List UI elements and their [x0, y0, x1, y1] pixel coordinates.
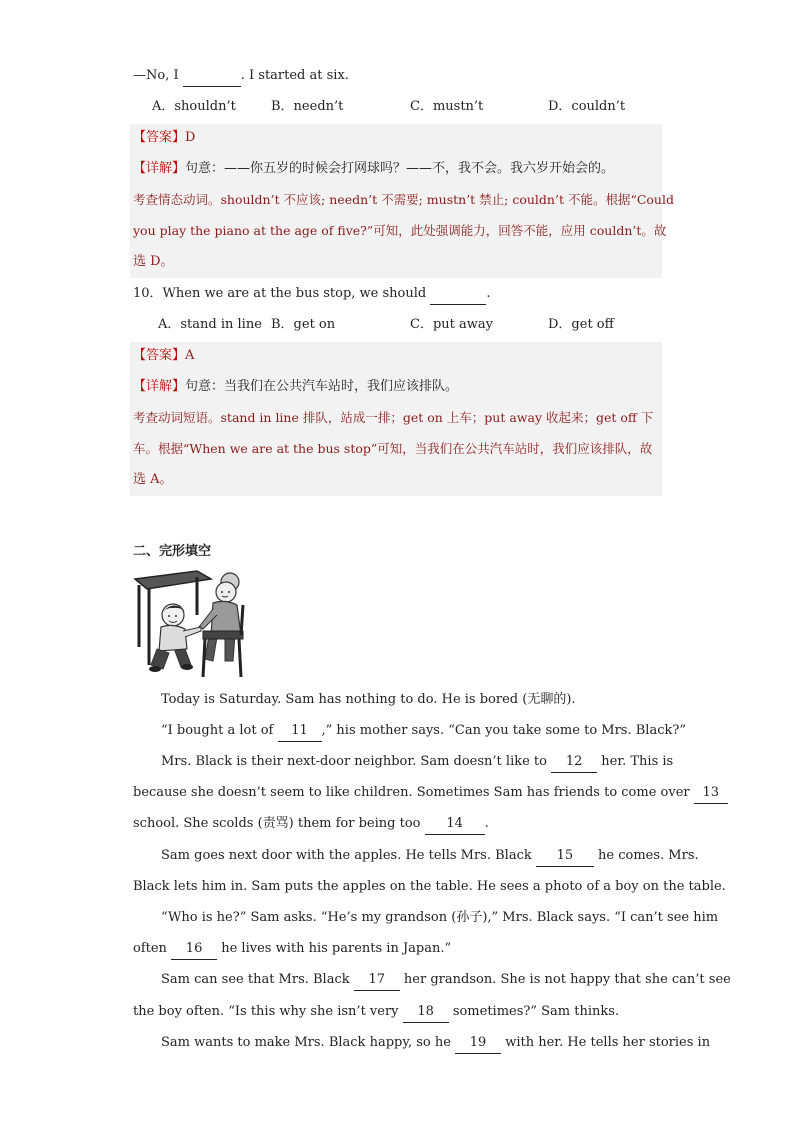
q9-detail-line-4: 选 D。 — [133, 254, 174, 269]
q10-option-d: D．get off — [548, 317, 614, 332]
passage-p6a — [161, 970, 731, 991]
passage-text: Sam wants to make Mrs. Black happy, so he — [161, 1035, 451, 1050]
q10-option-b: B．get on — [271, 317, 336, 332]
passage-text: “Who is he?” Sam asks. “He’s my grandson ( — [161, 910, 457, 925]
q10-detail-line-1 — [133, 377, 458, 397]
passage-text: her. This is — [601, 754, 674, 769]
q10-stem — [133, 284, 491, 305]
passage-p5a — [161, 908, 718, 928]
q9-detail-text-1: 句意：——你五岁的时候会打网球吗？——不，我不会。我六岁开始会的。 — [185, 161, 615, 176]
passage-text: ). — [566, 692, 576, 707]
passage-text: school. She scolds ( — [133, 816, 263, 831]
detail-tag: 【详解】 — [133, 161, 186, 176]
q9-blank — [183, 66, 241, 87]
passage-text: Sam goes next door with the apples. He tells Mrs. Black — [161, 848, 532, 863]
passage-p3a — [161, 752, 673, 773]
blank-14: 14 — [425, 814, 485, 835]
blank-12: 12 — [551, 752, 597, 773]
passage-text: he comes. Mrs. — [598, 848, 699, 863]
passage-p4b — [133, 877, 726, 897]
passage-text: he lives with his parents in Japan.” — [221, 941, 452, 956]
gloss: 无聊的 — [527, 692, 567, 707]
q10-answer-line — [133, 346, 194, 366]
q10-answer: A — [185, 348, 195, 363]
q9-option-b: B．needn’t — [271, 99, 344, 114]
passage-p6b — [133, 1002, 619, 1023]
q10-detail-line-2: 考查动词短语。stand in line 排队，站成一排；get on 上车；put away 收起来；get off 下 — [133, 410, 654, 425]
passage-text: ),” Mrs. Black says. “I can’t see him — [482, 910, 719, 925]
q10-stem-prefix: 10．When we are at the bus stop, we should — [133, 286, 427, 301]
passage-text: the boy often. “Is this why she isn’t very — [133, 1004, 399, 1019]
blank-15: 15 — [536, 846, 594, 867]
passage-p7a — [161, 1033, 710, 1054]
gloss: 孙子 — [456, 910, 483, 925]
q9-answer: D — [185, 130, 196, 145]
q10-option-a: A．stand in line — [158, 317, 262, 332]
passage-p1 — [161, 690, 576, 710]
passage-p3b — [133, 783, 728, 804]
answer-tag: 【答案】 — [133, 348, 186, 363]
passage-text: her grandson. She is not happy that she can’t see — [403, 972, 731, 987]
passage-text: Today is Saturday. Sam has nothing to do. He is bored ( — [161, 692, 528, 707]
blank-18: 18 — [403, 1002, 449, 1023]
passage-text: “I bought a lot of — [161, 723, 274, 738]
blank-16: 16 — [171, 939, 217, 960]
q10-detail-line-4: 选 A。 — [133, 472, 173, 487]
q9-option-c: C．mustn’t — [410, 99, 484, 114]
passage-p2 — [161, 721, 686, 742]
q9-detail-line-1 — [133, 159, 614, 179]
blank-19: 19 — [455, 1033, 501, 1054]
q9-stem — [133, 66, 349, 87]
q10-option-c: C．put away — [410, 317, 493, 332]
q10-stem-suffix: . — [486, 286, 491, 301]
passage-text: . — [484, 816, 489, 831]
q10-blank — [430, 284, 486, 305]
q9-detail-line-3: you play the piano at the age of five?”可知，此处强调能力，回答不能，应用 couldn’t。故 — [133, 223, 667, 238]
q9-option-d: D．couldn’t — [548, 99, 626, 114]
q10-detail-line-3: 车。根据“When we are at the bus stop”可知，当我们在公共汽车站时，我们应该排队，故 — [133, 441, 653, 456]
section-title: 二、完形填空 — [133, 544, 212, 559]
passage-text: ) them for being too — [288, 816, 421, 831]
passage-text: often — [133, 941, 167, 956]
passage-text: Black lets him in. Sam puts the apples on the table. He sees a photo of a boy on the table. — [133, 879, 726, 894]
blank-13: 13 — [694, 783, 728, 804]
blank-11: 11 — [278, 721, 322, 742]
q10-detail-text-1: 句意：当我们在公共汽车站时，我们应该排队。 — [185, 379, 459, 394]
q9-stem-suffix: . I started at six. — [240, 68, 349, 83]
passage-text: ,” his mother says. “Can you take some to Mrs. Black?” — [321, 723, 686, 738]
q9-detail-line-2: 考查情态动词。shouldn’t 不应该; needn’t 不需要; mustn’t 禁止; couldn’t 不能。根据“Could — [133, 192, 674, 207]
q9-option-a: A．shouldn’t — [152, 99, 236, 114]
detail-tag: 【详解】 — [133, 379, 186, 394]
passage-p5b — [133, 939, 451, 960]
q9-answer-line — [133, 128, 195, 148]
passage-text: sometimes?” Sam thinks. — [452, 1004, 620, 1019]
answer-tag: 【答案】 — [133, 130, 186, 145]
q9-answer-box — [130, 124, 674, 278]
passage-p3c — [133, 814, 489, 835]
passage-text: with her. He tells her stories in — [505, 1035, 711, 1050]
q9-stem-prefix: —No, I — [133, 68, 179, 83]
passage-text: because she doesn’t seem to like children. Sometimes Sam has friends to come over — [133, 785, 690, 800]
blank-17: 17 — [354, 970, 400, 991]
gloss: 责骂 — [262, 816, 289, 831]
passage-text: Sam can see that Mrs. Black — [161, 972, 350, 987]
passage-text: Mrs. Black is their next-door neighbor. Sam doesn’t like to — [161, 754, 547, 769]
illustration-grandmother-and-boy — [133, 565, 249, 681]
passage-p4a — [161, 846, 699, 867]
q10-answer-box — [130, 342, 662, 496]
